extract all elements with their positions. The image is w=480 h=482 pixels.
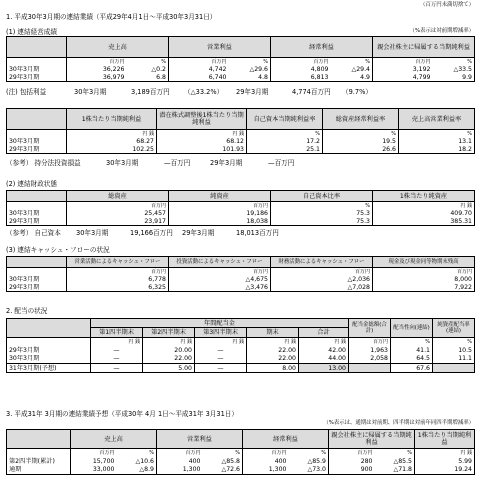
equity-note-period-29: 29年3月期: [182, 229, 215, 237]
cell: △4,675: [169, 276, 271, 284]
col-year-end: 期末: [247, 328, 299, 338]
unit: 百万円: [243, 449, 289, 457]
cell: 42.00: [299, 346, 349, 355]
results-table: [6, 36, 475, 82]
cell: 10.5: [433, 346, 475, 355]
cell: 19,186: [169, 210, 271, 218]
col-sales: 売上高: [67, 37, 169, 58]
unit: %: [203, 449, 243, 457]
unit: %: [117, 449, 157, 457]
unit: %: [433, 58, 475, 66]
cell: 13.00: [299, 364, 349, 373]
equity-note-value-30: 19,166百万円: [130, 229, 173, 237]
cell: 4,809: [271, 66, 331, 74]
cell: 26.6: [323, 146, 399, 154]
cell: 75.3: [271, 210, 373, 218]
cell: 75.3: [271, 218, 373, 226]
unit: 百万円: [169, 58, 229, 66]
cell: 4,742: [169, 66, 229, 74]
cell: △10.6: [117, 457, 157, 466]
cell: △72.6: [203, 466, 243, 475]
col-doe: 純資産配当率(連結): [433, 319, 475, 338]
col-operating-income: 営業利益: [157, 430, 243, 449]
cell: 13.1: [399, 138, 475, 146]
section2-title: 2. 配当の状況: [6, 307, 48, 315]
equity-method-label: （参考） 持分法投資損益: [6, 159, 81, 167]
unit: 百万円: [169, 268, 271, 276]
unit: 百万円: [67, 202, 169, 210]
unit: 百万円: [349, 338, 391, 346]
cell: 15,700: [71, 457, 117, 466]
row-label: 29年3月期: [7, 146, 67, 154]
col-q2-end: 第2四半期末: [143, 328, 195, 338]
cell: 25.1: [247, 146, 323, 154]
cell: 22.00: [247, 355, 299, 364]
col-q1-end: 第1四半期末: [91, 328, 143, 338]
comprehensive-value-29: 4,774百万円: [292, 88, 331, 96]
cell: △73.0: [289, 466, 329, 475]
cell: 20.00: [143, 346, 195, 355]
cell: 25,457: [67, 210, 169, 218]
cell: 4.9: [331, 74, 373, 82]
cell: 44.00: [299, 355, 349, 364]
unit: %: [271, 202, 373, 210]
cell: —: [91, 355, 143, 364]
unit: 百万円: [67, 268, 169, 276]
cell: 18,038: [169, 218, 271, 226]
col-bps: 1株当たり純資産: [373, 191, 475, 202]
col-net-income: 親会社株主に帰属する当期純利益: [373, 37, 475, 58]
col-total: 合計: [299, 328, 349, 338]
cell: △85.5: [375, 457, 415, 466]
financial-table: [6, 190, 475, 226]
cell: 33,000: [71, 466, 117, 475]
cell: 6,778: [67, 276, 169, 284]
cashflow-table: [6, 256, 475, 292]
cell: △3,476: [169, 284, 271, 292]
cell: △85.8: [203, 457, 243, 466]
col-total-assets: 総資産: [67, 191, 169, 202]
col-q3-end: 第3四半期末: [195, 328, 247, 338]
row-label: 29年3月期: [7, 346, 91, 355]
unit: %: [399, 130, 475, 138]
row-label: 30年3月期: [7, 138, 67, 146]
row-label: 第2四半期(累計): [7, 457, 71, 466]
col-operating-cf: 営業活動によるキャッシュ・フロー: [67, 257, 169, 268]
comprehensive-value-30: 3,189百万円: [131, 88, 170, 96]
col-financing-cf: 財務活動によるキャッシュ・フロー: [271, 257, 373, 268]
row-label: 29年3月期: [7, 74, 67, 82]
unit-note: （百万円未満切捨て）: [420, 2, 474, 8]
unit: 百万円: [271, 58, 331, 66]
col-payout-ratio: 配当性向(連結): [391, 319, 433, 338]
cell: 7,922: [373, 284, 475, 292]
col-roe: 自己資本当期純利益率: [247, 109, 323, 130]
equity-note-value-29: 18,013百万円: [236, 229, 279, 237]
equity-method-value-29: —百万円: [268, 159, 295, 167]
cell: 1,300: [243, 466, 289, 475]
cell: 8,000: [373, 276, 475, 284]
section1-title: 1. 平成30年3月期の連結業績（平成29年4月1日～平成30年3月31日）: [6, 13, 217, 21]
col-net-income: 親会社株主に帰属する当期純利益: [329, 430, 415, 449]
col-diluted-eps: 潜在株式調整後1株当たり当期純利益: [157, 109, 247, 130]
comprehensive-period-30: 30年3月期: [74, 88, 107, 96]
cell: 2,058: [349, 355, 391, 364]
cell: —: [91, 346, 143, 355]
section1-3-subtitle: (3) 連結キャッシュ・フローの状況: [6, 246, 110, 254]
unit: 百万円: [67, 58, 127, 66]
cell: 18.2: [399, 146, 475, 154]
row-label: 通期: [7, 466, 71, 475]
pct-note: （%表示は対前期増減率）: [409, 28, 474, 34]
unit: %: [391, 338, 433, 346]
cell: 8.00: [247, 364, 299, 373]
unit: 円 銭: [157, 130, 247, 138]
col-annual-dividends: 年間配当金: [91, 319, 349, 328]
comprehensive-pct-29: （9.7%）: [342, 88, 372, 96]
comprehensive-period-29: 29年3月期: [236, 88, 269, 96]
unit: 円 銭: [143, 338, 195, 346]
comprehensive-income-label: (注) 包括利益: [6, 88, 47, 96]
cell: △8.9: [117, 466, 157, 475]
cell: 22.00: [247, 346, 299, 355]
cell: 23,917: [67, 218, 169, 226]
cell: 1,963: [349, 346, 391, 355]
col-net-assets: 純資産: [169, 191, 271, 202]
cell: 409.70: [373, 210, 475, 218]
unit: 円 銭: [91, 338, 143, 346]
cell: 17.2: [247, 138, 323, 146]
cell: 6,740: [169, 74, 229, 82]
cell: 400: [243, 457, 289, 466]
cell: 41.1: [391, 346, 433, 355]
cell: —: [195, 346, 247, 355]
cell: 67.6: [391, 364, 433, 373]
unit: 円 銭: [247, 338, 299, 346]
section1-2-subtitle: (2) 連結財政状態: [6, 180, 57, 188]
section3-title: 3. 平成31年 3月期の連結業績予想（平成30年 4月 1日～平成31年 3月31日）: [6, 410, 238, 418]
equity-note-period-30: 30年3月期: [76, 229, 109, 237]
cell: △33.5: [433, 66, 475, 74]
unit: 円 銭: [195, 338, 247, 346]
equity-method-period-29: 29年3月期: [210, 159, 243, 167]
cell: —: [91, 364, 143, 373]
cell: △71.8: [375, 466, 415, 475]
cell: 5.99: [415, 457, 475, 466]
cell: 36,979: [67, 74, 127, 82]
unit: 円 銭: [373, 202, 475, 210]
col-roa: 総資産経常利益率: [323, 109, 399, 130]
cell: [433, 364, 475, 373]
cell: —: [195, 364, 247, 373]
row-label: 30年3月期: [7, 355, 91, 364]
equity-method-value-30: —百万円: [164, 159, 191, 167]
row-label: 30年3月期: [7, 210, 67, 218]
cell: △7,028: [271, 284, 373, 292]
unit: %: [323, 130, 399, 138]
cell: 68.27: [67, 138, 157, 146]
cell: 900: [329, 466, 375, 475]
unit: %: [127, 58, 169, 66]
cell: 385.31: [373, 218, 475, 226]
row-label: 31年3月期(予想): [7, 364, 91, 373]
cell: 22.00: [143, 355, 195, 364]
cell: 6,325: [67, 284, 169, 292]
comprehensive-pct-30: （△33.2%）: [184, 88, 224, 96]
cell: —: [195, 355, 247, 364]
unit: 百万円: [373, 58, 433, 66]
cell: 68.12: [157, 138, 247, 146]
forecast-table: [6, 429, 475, 475]
cell: 400: [157, 457, 203, 466]
col-eps: 1株当たり当期純利益: [67, 109, 157, 130]
cell: 280: [329, 457, 375, 466]
cell: 102.25: [67, 146, 157, 154]
row-label: 30年3月期: [7, 276, 67, 284]
unit: %: [289, 449, 329, 457]
unit: 百万円: [157, 449, 203, 457]
cell: 6,813: [271, 74, 331, 82]
unit: %: [433, 338, 475, 346]
cell: △0.2: [127, 66, 169, 74]
cell: 4.8: [229, 74, 271, 82]
unit: %: [331, 58, 373, 66]
cell: 36,226: [67, 66, 127, 74]
unit: 百万円: [71, 449, 117, 457]
unit: 円 銭: [299, 338, 349, 346]
cell: △29.6: [229, 66, 271, 74]
cell: 19.24: [415, 466, 475, 475]
col-operating-income: 営業利益: [169, 37, 271, 58]
section1-1-subtitle: (1) 連結経営成績: [6, 28, 57, 36]
col-ordinary-income: 経常利益: [243, 430, 329, 449]
unit: 百万円: [373, 268, 475, 276]
col-investing-cf: 投資活動によるキャッシュ・フロー: [169, 257, 271, 268]
cell: 64.5: [391, 355, 433, 364]
cell: 6.8: [127, 74, 169, 82]
ratios-table: [6, 108, 475, 154]
cell: [349, 364, 391, 373]
unit: %: [375, 449, 415, 457]
row-label: 29年3月期: [7, 284, 67, 292]
equity-note-label: （参考） 自己資本: [6, 229, 61, 237]
col-eps: 1株当たり当期純利益: [415, 430, 475, 449]
unit: %: [229, 58, 271, 66]
col-equity-ratio: 自己資本比率: [271, 191, 373, 202]
equity-method-period-30: 30年3月期: [106, 159, 139, 167]
cell: 9.9: [433, 74, 475, 82]
cell: 101.93: [157, 146, 247, 154]
dividends-table: [6, 318, 475, 373]
col-operating-margin: 売上高営業利益率: [399, 109, 475, 130]
forecast-note: （%表示は、通期は対前期、四半期は対前年同四半期増減率）: [323, 420, 474, 426]
cell: 5.00: [143, 364, 195, 373]
col-cash-end: 現金及び現金同等物期末残高: [373, 257, 475, 268]
row-label: 29年3月期: [7, 218, 67, 226]
cell: 19.5: [323, 138, 399, 146]
unit: %: [247, 130, 323, 138]
col-dividend-total: 配当金総額(合計): [349, 319, 391, 338]
unit: 円 銭: [415, 449, 475, 457]
cell: 4,799: [373, 74, 433, 82]
cell: 11.1: [433, 355, 475, 364]
cell: 1,300: [157, 466, 203, 475]
cell: 3,192: [373, 66, 433, 74]
cell: △29.4: [331, 66, 373, 74]
unit: 百万円: [329, 449, 375, 457]
unit: 百万円: [271, 268, 373, 276]
col-sales: 売上高: [71, 430, 157, 449]
unit: 百万円: [169, 202, 271, 210]
cell: △85.9: [289, 457, 329, 466]
row-label: 30年3月期: [7, 66, 67, 74]
cell: △2,036: [271, 276, 373, 284]
col-ordinary-income: 経常利益: [271, 37, 373, 58]
unit: 円 銭: [67, 130, 157, 138]
